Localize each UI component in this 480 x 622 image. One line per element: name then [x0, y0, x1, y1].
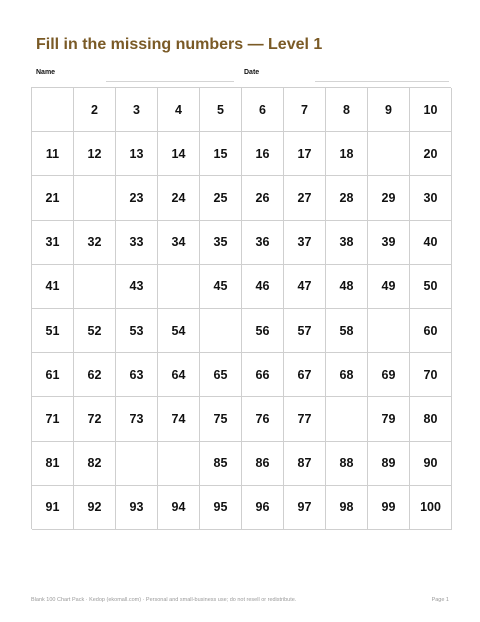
grid-cell: 18	[326, 132, 368, 176]
grid-cell: 43	[116, 265, 158, 309]
worksheet-title: Fill in the missing numbers — Level 1	[36, 36, 323, 53]
grid-cell: 49	[368, 265, 410, 309]
grid-cell: 24	[158, 176, 200, 220]
grid-cell: 33	[116, 221, 158, 265]
grid-cell: 47	[284, 265, 326, 309]
grid-cell: 5	[200, 88, 242, 132]
page-number: Page 1	[431, 597, 449, 603]
name-label: Name	[36, 69, 56, 76]
grid-cell: 21	[32, 176, 74, 220]
grid-cell: 90	[410, 442, 452, 486]
grid-cell: 96	[242, 486, 284, 530]
grid-cell: 57	[284, 309, 326, 353]
grid-cell: 69	[368, 353, 410, 397]
grid-cell: 76	[242, 397, 284, 441]
grid-cell: 62	[74, 353, 116, 397]
grid-cell: 35	[200, 221, 242, 265]
grid-cell: 36	[242, 221, 284, 265]
grid-cell-blank[interactable]	[116, 442, 158, 486]
grid-cell: 9	[368, 88, 410, 132]
grid-cell: 27	[284, 176, 326, 220]
grid-cell: 97	[284, 486, 326, 530]
grid-cell: 99	[368, 486, 410, 530]
grid-cell: 10	[410, 88, 452, 132]
grid-cell: 64	[158, 353, 200, 397]
grid-cell: 56	[242, 309, 284, 353]
grid-cell: 86	[242, 442, 284, 486]
grid-cell: 29	[368, 176, 410, 220]
grid-cell: 41	[32, 265, 74, 309]
grid-cell: 67	[284, 353, 326, 397]
grid-cell: 60	[410, 309, 452, 353]
grid-cell: 61	[32, 353, 74, 397]
grid-cell: 92	[74, 486, 116, 530]
grid-cell-blank[interactable]	[158, 442, 200, 486]
grid-cell: 14	[158, 132, 200, 176]
grid-cell: 28	[326, 176, 368, 220]
grid-cell: 12	[74, 132, 116, 176]
grid-cell: 66	[242, 353, 284, 397]
grid-cell: 45	[200, 265, 242, 309]
grid-cell: 100	[410, 486, 452, 530]
grid-cell: 81	[32, 442, 74, 486]
grid-cell: 51	[32, 309, 74, 353]
grid-cell: 40	[410, 221, 452, 265]
grid-cell: 95	[200, 486, 242, 530]
hundred-chart-grid	[31, 87, 451, 529]
grid-cell: 17	[284, 132, 326, 176]
grid-cell-blank[interactable]	[158, 265, 200, 309]
grid-cell-blank[interactable]	[74, 176, 116, 220]
grid-cell: 13	[116, 132, 158, 176]
grid-cell: 77	[284, 397, 326, 441]
grid-cell: 91	[32, 486, 74, 530]
grid-cell: 20	[410, 132, 452, 176]
grid-cell-blank[interactable]	[326, 397, 368, 441]
grid-cell: 68	[326, 353, 368, 397]
name-line	[106, 81, 234, 82]
grid-cell: 89	[368, 442, 410, 486]
footer-text: Blank 100 Chart Pack · Kedop (ekomall.com) · Personal and small-business use; do not resell or redistribute.	[31, 597, 297, 603]
grid-cell: 26	[242, 176, 284, 220]
grid-cell: 65	[200, 353, 242, 397]
grid-cell: 82	[74, 442, 116, 486]
grid-cell: 79	[368, 397, 410, 441]
grid-cell: 58	[326, 309, 368, 353]
grid-cell-blank[interactable]	[74, 265, 116, 309]
grid-cell: 74	[158, 397, 200, 441]
grid-cell: 70	[410, 353, 452, 397]
grid-cell: 38	[326, 221, 368, 265]
grid-cell: 52	[74, 309, 116, 353]
grid-cell: 48	[326, 265, 368, 309]
grid-cell: 6	[242, 88, 284, 132]
grid-cell: 54	[158, 309, 200, 353]
grid-cell: 85	[200, 442, 242, 486]
grid-cell-blank[interactable]	[200, 309, 242, 353]
grid-cell: 3	[116, 88, 158, 132]
grid-cell: 53	[116, 309, 158, 353]
grid-cell-blank[interactable]	[32, 88, 74, 132]
grid-cell: 93	[116, 486, 158, 530]
grid-cell-blank[interactable]	[368, 132, 410, 176]
grid-cell: 2	[74, 88, 116, 132]
grid-cell: 72	[74, 397, 116, 441]
grid-cell: 16	[242, 132, 284, 176]
grid-cell: 80	[410, 397, 452, 441]
grid-cell: 32	[74, 221, 116, 265]
grid-cell: 75	[200, 397, 242, 441]
grid-cell: 94	[158, 486, 200, 530]
grid-cell: 34	[158, 221, 200, 265]
grid-cell: 50	[410, 265, 452, 309]
grid-cell: 25	[200, 176, 242, 220]
grid-cell: 37	[284, 221, 326, 265]
grid-cell: 23	[116, 176, 158, 220]
date-label: Date	[244, 69, 260, 76]
grid-cell: 71	[32, 397, 74, 441]
grid-cell: 73	[116, 397, 158, 441]
grid-cell: 8	[326, 88, 368, 132]
grid-cell: 87	[284, 442, 326, 486]
grid-cell: 31	[32, 221, 74, 265]
grid-cell-blank[interactable]	[368, 309, 410, 353]
grid-cell: 30	[410, 176, 452, 220]
grid-cell: 7	[284, 88, 326, 132]
date-line	[315, 81, 449, 82]
grid-cell: 88	[326, 442, 368, 486]
grid-cell: 11	[32, 132, 74, 176]
grid-cell: 98	[326, 486, 368, 530]
grid-cell: 46	[242, 265, 284, 309]
grid-cell: 39	[368, 221, 410, 265]
grid-cell: 63	[116, 353, 158, 397]
grid-cell: 15	[200, 132, 242, 176]
grid-cell: 4	[158, 88, 200, 132]
